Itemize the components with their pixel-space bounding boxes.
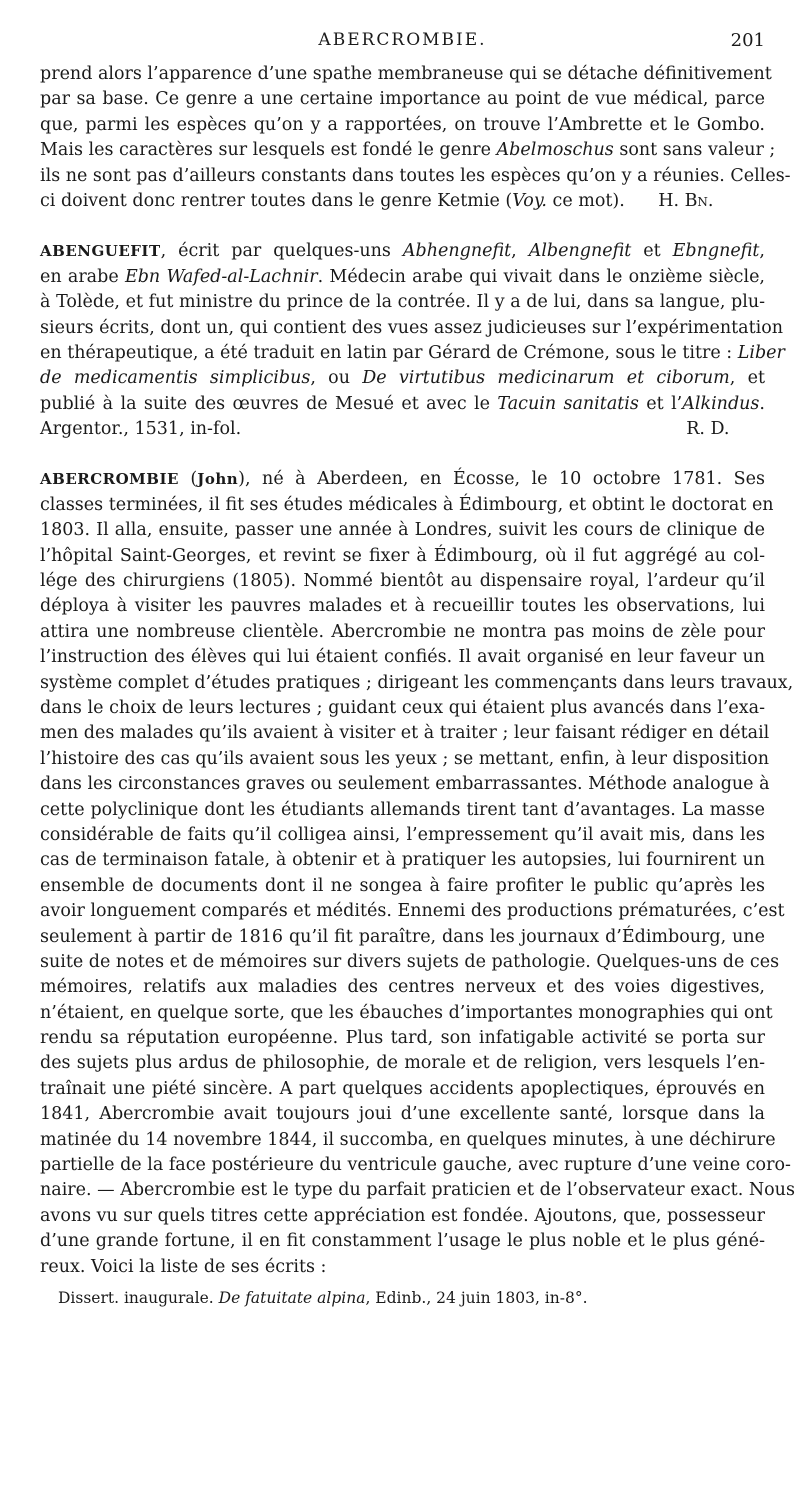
text-line: que, parmi les espèces qu’on y a rapportées, on trouve l’Ambrette et le Gombo. bbox=[40, 114, 765, 135]
bibliography-item: Dissert. inaugurale. De fatuitate alpina, Edinb., 24 juin 1803, in-8°. bbox=[58, 1288, 588, 1307]
text-line: naire. — Abercrombie est le type du parfait praticien et de l’observateur exact. Nous bbox=[40, 1180, 795, 1201]
text-line: ci doivent donc rentrer toutes dans le genre Ketmie (Voy. ce mot). H. Bn. bbox=[40, 190, 714, 211]
text-line: ils ne sont pas d’ailleurs constants dans toutes les espèces qu’on y a réunies. Celles- bbox=[40, 165, 791, 186]
text-line: dans le choix de leurs lectures ; guidant ceux qui étaient plus avancés dans l’exa- bbox=[40, 697, 765, 718]
entry-headword: ABERCROMBIE bbox=[40, 470, 179, 489]
text-line: ABERCROMBIE (John), né à Aberdeen, en Écosse, le 10 octobre 1781. Ses bbox=[40, 469, 766, 490]
text-line: seulement à partir de 1816 qu’il fit paraître, dans les journaux d’Édimbourg, une bbox=[40, 926, 765, 947]
page-number: 201 bbox=[730, 30, 765, 51]
page-header bbox=[40, 30, 765, 56]
signature: R. D. bbox=[686, 419, 730, 440]
text-line: lége des chirurgiens (1805). Nommé bientôt au dispensaire royal, l’ardeur qu’il bbox=[40, 571, 765, 592]
signature: H. Bn. bbox=[658, 190, 714, 211]
text-line: matinée du 14 novembre 1844, il succomba, en quelques minutes, à une déchirure bbox=[40, 1129, 776, 1150]
entry-forename: John bbox=[197, 470, 239, 489]
text-line: cas de terminaison fatale, à obtenir et à pratiquer les autopsies, lui fournirent un bbox=[40, 850, 765, 871]
text-line: publié à la suite des œuvres de Mesué et avec le Tacuin sanitatis et l’Alkindus. bbox=[40, 393, 765, 414]
entry-abenguefit bbox=[40, 239, 785, 442]
text-line: prend alors l’apparence d’une spathe membraneuse qui se détache définitivement bbox=[40, 64, 772, 84]
text-line: considérable de faits qu’il colligea ainsi, l’empressement qu’il avait mis, dans les bbox=[40, 824, 765, 845]
text-line: 1841, Abercrombie avait toujours joui d’une excellente santé, lorsque dans la bbox=[40, 1104, 765, 1125]
text-line: ensemble de documents dont il ne songea à faire profiter le public qu’après les bbox=[40, 875, 765, 896]
text-line: Argentor., 1531, in-fol. R. D. bbox=[40, 419, 730, 440]
text-line: 1803. Il alla, ensuite, passer une année à Londres, suivit les cours de clinique de bbox=[40, 520, 765, 541]
text-line: à Tolède, et fut ministre du prince de la contrée. Il y a de lui, dans sa langue, plu- bbox=[40, 292, 765, 313]
text-line: l’hôpital Saint-Georges, et revint se fixer à Édimbourg, où il fut aggrégé au col- bbox=[40, 545, 765, 566]
text-line: cette polyclinique dont les étudiants allemands tirent tant d’avantages. La masse bbox=[40, 799, 765, 820]
text-line: mémoires, relatifs aux maladies des centres nerveux et des voies digestives, bbox=[40, 977, 765, 998]
text-line: avoir longuement comparés et médités. Ennemi des productions prématurées, c’est bbox=[40, 901, 785, 922]
text-line: suite de notes et de mémoires sur divers sujets de pathologie. Quelques-uns de ces bbox=[40, 951, 780, 972]
text-line: traînait une piété sincère. A part quelques accidents apoplectiques, éprouvés en bbox=[40, 1078, 765, 1099]
text-line: sieurs écrits, dont un, qui contient des vues assez judicieuses sur l’expérimentation bbox=[40, 317, 784, 338]
text-line: avons vu sur quels titres cette appréciation est fondée. Ajoutons, que, possesseur bbox=[40, 1205, 766, 1226]
text-line: déploya à visiter les pauvres malades et à recueillir toutes les observations, lui bbox=[40, 596, 765, 617]
text-line: Mais les caractères sur lesquels est fondé le genre Abelmoschus sont sans valeur ; bbox=[40, 140, 776, 161]
text-line: par sa base. Ce genre a une certaine importance au point de vue médical, parce bbox=[40, 89, 765, 110]
text-line: en arabe Ebn Wafed-al-Lachnir. Médecin arabe qui vivait dans le onzième siècle, bbox=[40, 266, 766, 287]
running-head: ABERCROMBIE. bbox=[318, 30, 487, 50]
text-line: men des malades qu’ils avaient à visiter et à traiter ; leur faisant rédiger en détail bbox=[40, 723, 770, 744]
entry-headword: ABENGUEFIT bbox=[40, 242, 161, 261]
text-line: l’instruction des élèves qui lui étaient confiés. Il avait organisé en leur faveur un bbox=[40, 647, 765, 668]
text-line: attira une nombreuse clientèle. Abercrombie ne montra pas moins de zèle pour bbox=[40, 621, 765, 642]
text-line: rendu sa réputation européenne. Plus tard, son infatigable activité se porta sur bbox=[40, 1028, 765, 1049]
text-line: des sujets plus ardus de philosophie, de morale et de religion, vers lesquels l’en- bbox=[40, 1053, 765, 1074]
text-line: l’histoire des cas qu’ils avaient sous les yeux ; se mettant, enfin, à leur disposition bbox=[40, 748, 770, 769]
text-line: système complet d’études pratiques ; dirigeant les commençants dans leurs travaux, bbox=[40, 672, 794, 693]
page-body bbox=[40, 62, 795, 1311]
text-line: classes terminées, il fit ses études médicales à Édimbourg, et obtint le doctorat en bbox=[40, 494, 774, 515]
text-line: ABENGUEFIT, écrit par quelques-uns Abhengnefit, Albengnefit et Ebngnefit, bbox=[40, 241, 765, 262]
text-line: dans les circonstances graves ou seulement embarrassantes. Méthode analogue à bbox=[40, 774, 770, 795]
entry-abercrombie bbox=[40, 467, 795, 1280]
text-line: reux. Voici la liste de ses écrits : bbox=[40, 1256, 327, 1277]
text-line: n’étaient, en quelque sorte, que les ébauches d’importantes monographies qui ont bbox=[40, 1002, 773, 1023]
text-line: en thérapeutique, a été traduit en latin par Gérard de Crémone, sous le titre : Liber bbox=[40, 342, 785, 363]
text-line: partielle de la face postérieure du ventricule gauche, avec rupture d’une veine coro- bbox=[40, 1155, 791, 1176]
text-line: d’une grande fortune, il en fit constamment l’usage le plus noble et le plus géné- bbox=[40, 1231, 765, 1252]
entry-abelmoschus-continuation bbox=[40, 62, 791, 214]
text-line: de medicamentis simplicibus, ou De virtutibus medicinarum et ciborum, et bbox=[40, 368, 766, 389]
